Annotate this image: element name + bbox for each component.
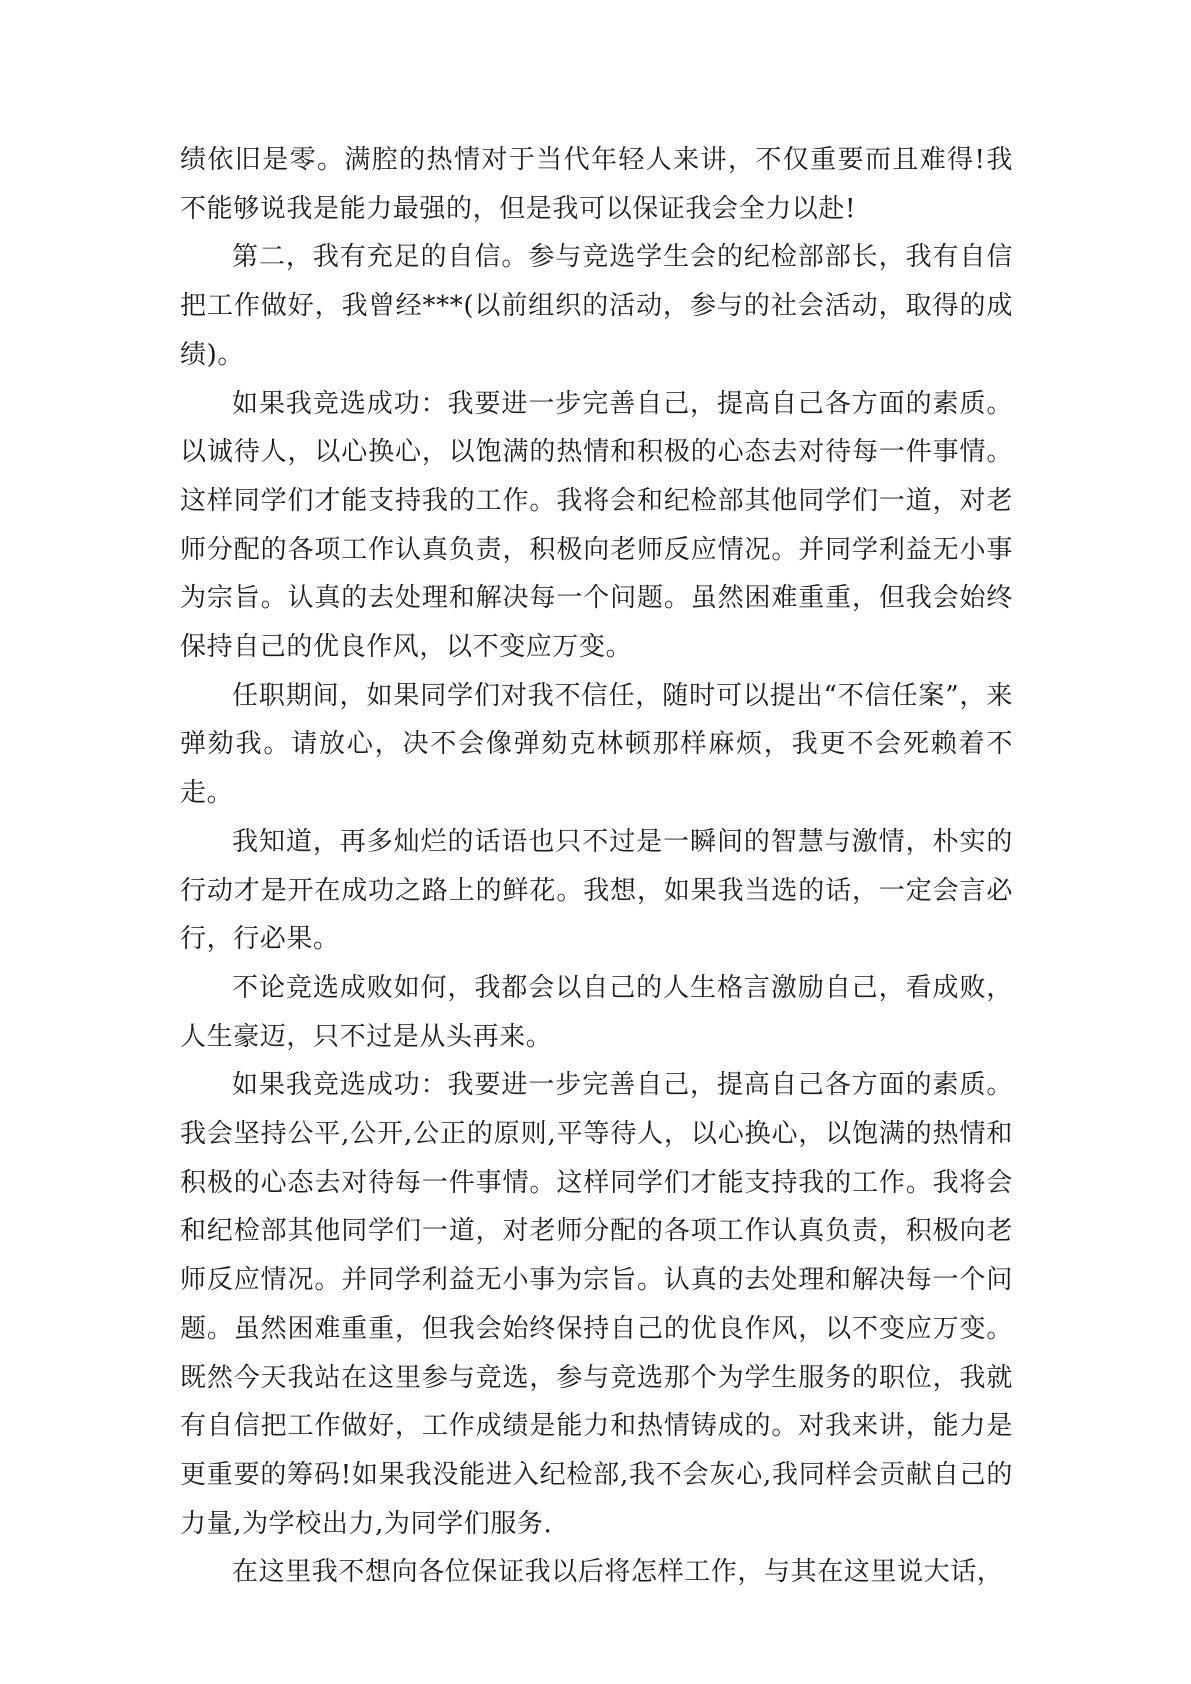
paragraph-if-elected: 如果我竞选成功：我要进一步完善自己，提高自己各方面的素质。以诚待人，以心换心，以饱满的热情和积极的心态去对待每一件事情。这样同学们才能支持我的工作。我将会和纪检部其他同学们一道，对老师分配的各项工作认真负责，积极向老师反应情况。并同学利益无小事为宗旨。认真的去处理和解决每一个问题。虽然困难重重，但我会始终保持自己的优良作风，以不变应万变。 [180,388,1013,663]
paragraph-impeachment: 任职期间，如果同学们对我不信任，随时可以提出“不信任案”，来弹劾我。请放心，决不会像弹劾克林顿那样麻烦，我更不会死赖着不走。 [180,680,1013,809]
paragraph-motto: 不论竞选成败如何，我都会以自己的人生格言激励自己，看成败，人生豪迈，只不过是从头再来。 [180,972,1013,1052]
document-body [180,136,1013,1597]
paragraph-if-elected-2: 如果我竞选成功：我要进一步完善自己，提高自己各方面的素质。我会坚持公平,公开,公正的原则,平等待人，以心换心，以饱满的热情和积极的心态去对待每一件事情。这样同学们才能支持我的工作。我将会和纪检部其他同学们一道，对老师分配的各项工作认真负责，积极向老师反应情况。并同学利益无小事为宗旨。认真的去处理和解决每一个问题。虽然困难重重，但我会始终保持自己的优良作风，以不变应万变。 既然今天我站在这里参与竞选，参与竞选那个为学生服务的职位，我就有自信把工作做好，工作成绩是能力和热情铸成的。对我来讲，能力是更重要的筹码!如果我没能进入纪检部,我不会灰心,我同样会贡献自己的力量,为学校出力,为同学们服务. [180,1070,1013,1539]
paragraph-action: 我知道，再多灿烂的话语也只不过是一瞬间的智慧与激情，朴实的行动才是开在成功之路上的鲜花。我想，如果我当选的话，一定会言必行，行必果。 [180,826,1013,955]
paragraph-confidence: 第二，我有充足的自信。参与竞选学生会的纪检部部长，我有自信把工作做好，我曾经***(以前组织的活动，参与的社会活动，取得的成绩)。 [180,242,1013,370]
paragraph-closing: 在这里我不想向各位保证我以后将怎样工作，与其在这里说大话， [232,1557,1004,1588]
paragraph-continuation: 绩依旧是零。满腔的热情对于当代年轻人来讲，不仅重要而且难得!我不能够说我是能力最强的，但是我可以保证我会全力以赴! [180,145,1013,224]
